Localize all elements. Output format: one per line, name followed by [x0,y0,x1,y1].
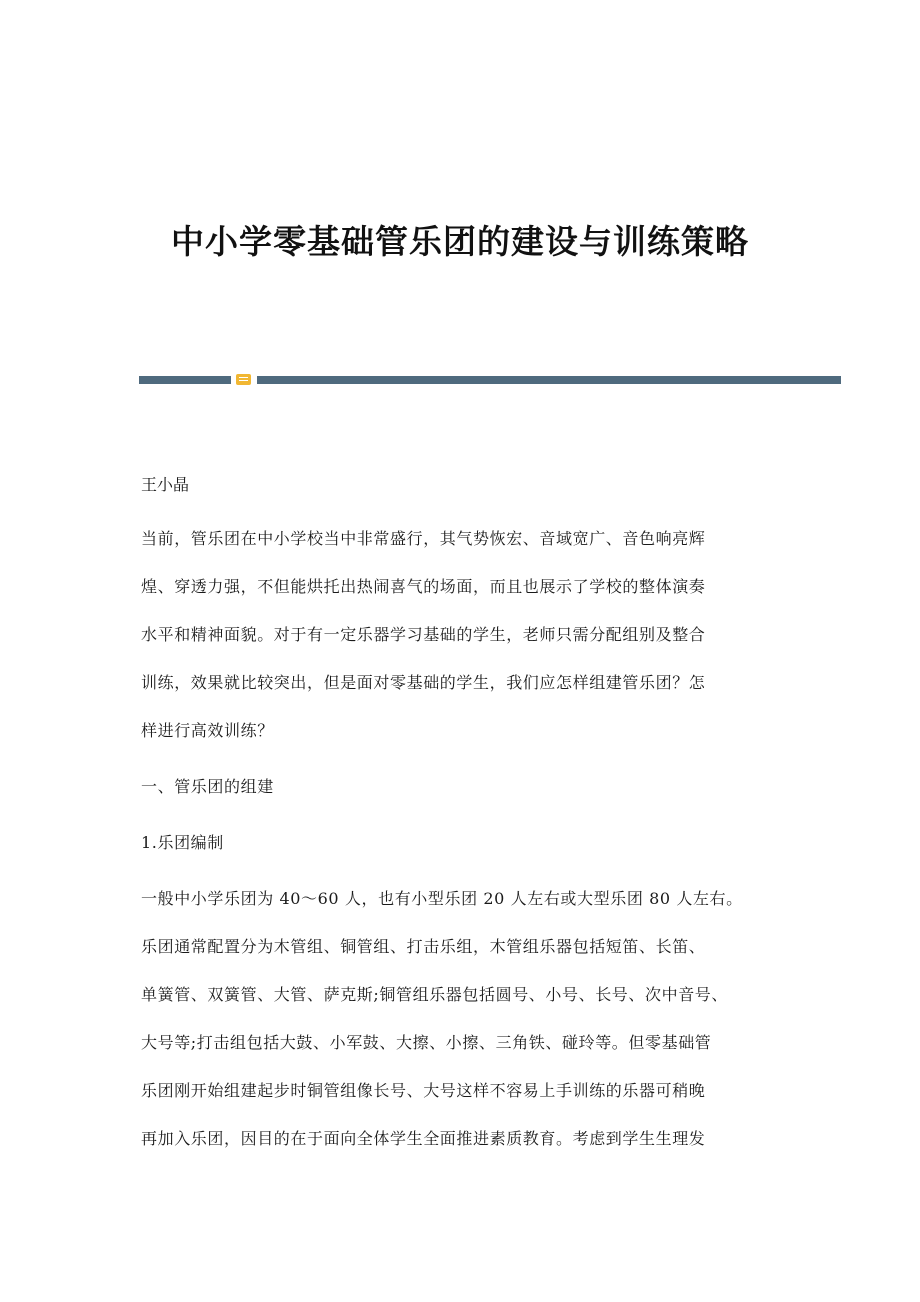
title-divider [139,374,841,386]
paragraph-line: 单簧管、双簧管、大管、萨克斯;铜管组乐器包括圆号、小号、长号、次中音号、 [141,985,728,1004]
intro-paragraph [141,515,801,755]
paragraph-line: 乐团通常配置分为木管组、铜管组、打击乐组，木管组乐器包括短笛、长笛、 [141,937,706,956]
author-name: 王小晶 [141,475,190,494]
paragraph-line: 当前，管乐团在中小学校当中非常盛行，其气势恢宏、音域宽广、音色响亮辉 [141,529,706,548]
divider-bar-left [139,376,231,384]
paragraph-line: 再加入乐团，因目的在于面向全体学生全面推进素质教育。考虑到学生生理发 [141,1129,706,1148]
paragraph-line: 煌、穿透力强，不但能烘托出热闹喜气的场面，而且也展示了学校的整体演奏 [141,577,706,596]
paragraph-line: 一般中小学乐团为 40～60 人，也有小型乐团 20 人左右或大型乐团 80 人左右。 [141,889,743,908]
body-paragraph [141,875,801,1163]
paragraph-line: 水平和精神面貌。对于有一定乐器学习基础的学生，老师只需分配组别及整合 [141,625,706,644]
divider-bar-right [257,376,841,384]
section-heading: 一、管乐团的组建 [141,777,274,796]
document-title: 中小学零基础管乐团的建设与训练策略 [171,222,749,261]
subsection-heading: 1.乐团编制 [141,833,224,852]
document-emblem-icon [236,374,251,385]
paragraph-line: 大号等;打击组包括大鼓、小军鼓、大擦、小擦、三角铁、碰玲等。但零基础管 [141,1033,712,1052]
paragraph-line: 样进行高效训练？ [141,721,274,740]
paragraph-line: 乐团刚开始组建起步时铜管组像长号、大号这样不容易上手训练的乐器可稍晚 [141,1081,706,1100]
paragraph-line: 训练，效果就比较突出，但是面对零基础的学生，我们应怎样组建管乐团？怎 [141,673,706,692]
